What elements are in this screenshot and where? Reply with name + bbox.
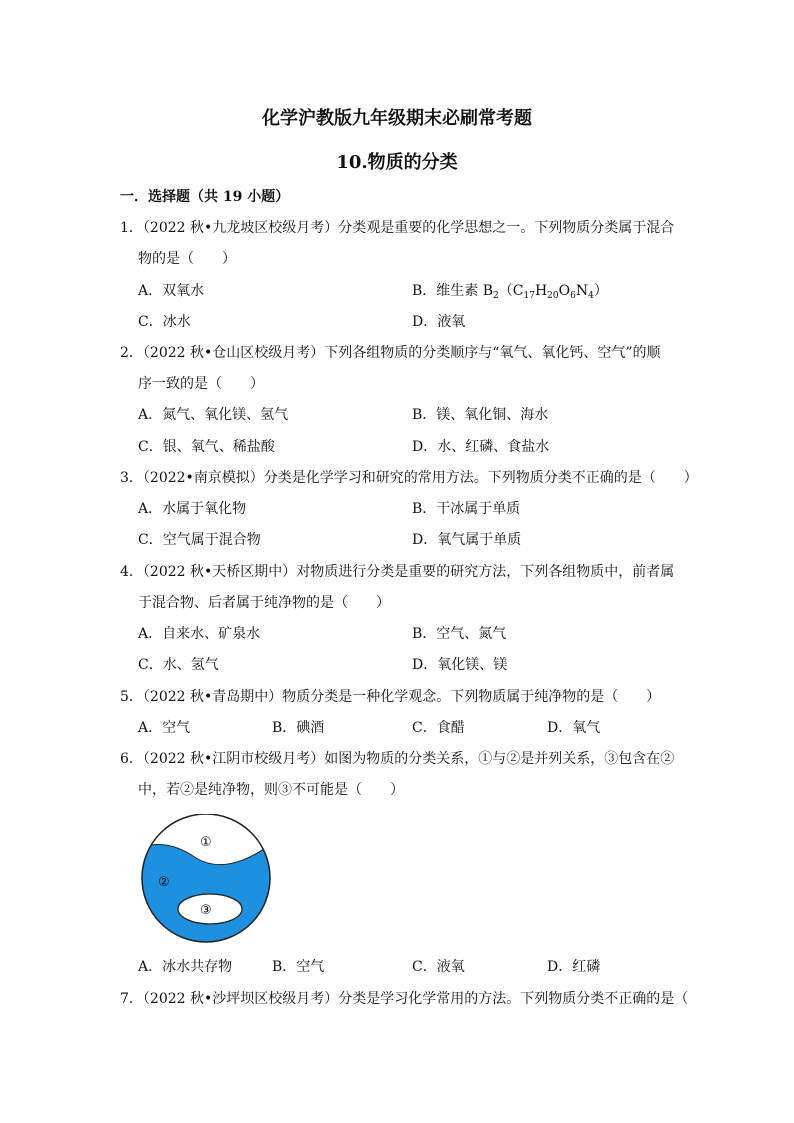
q5-option-c: C．食醋 <box>412 720 465 736</box>
question-2-line1: 2．（2022 秋•仓山区校级月考）下列各组物质的分类顺序与“氧气、氧化钙、空气”的顺 <box>120 345 661 361</box>
q1-option-a: A．双氧水 <box>138 283 205 299</box>
question-7-line1: 7．（2022 秋•沙坪坝区校级月考）分类是学习化学常用的方法。下列物质分类不正确的是（ <box>120 991 689 1007</box>
question-1-line2: 物的是（ ） <box>138 251 236 267</box>
diagram-label-2: ② <box>158 875 170 890</box>
q1-b-o: 6 <box>570 291 576 301</box>
question-1-line1: 1．（2022 秋•九龙坡区校级月考）分类观是重要的化学思想之一。下列物质分类属于混合 <box>120 220 675 236</box>
q1-b-h-label: H <box>534 283 548 299</box>
question-4-line2: 于混合物、后者属于纯净物的是（ ） <box>138 595 390 611</box>
q1-b-o-label: O <box>558 283 571 299</box>
q1-option-d: D．液氧 <box>412 314 466 330</box>
q5-option-d: D．氧气 <box>547 720 601 736</box>
q1-b-sub: 2 <box>493 291 499 301</box>
q3-option-a: A．水属于氧化物 <box>138 501 247 517</box>
q4-option-a: A．自来水、矿泉水 <box>138 626 261 642</box>
question-5-line1: 5．（2022 秋•青岛期中）物质分类是一种化学观念。下列物质属于纯净物的是（ ） <box>120 689 661 705</box>
q5-option-a: A．空气 <box>138 720 191 736</box>
q6-option-b: B．空气 <box>272 959 325 975</box>
q1-b-c: 17 <box>523 291 535 301</box>
question-4-line1: 4．（2022 秋•天桥区期中）对物质进行分类是重要的研究方法，下列各组物质中，前者属 <box>120 564 675 580</box>
q1-b-paren-close: ） <box>593 283 608 299</box>
q1-option-c: C．冰水 <box>138 314 191 330</box>
q1-b-paren-open: （C <box>498 283 524 299</box>
q1-b-n: 4 <box>588 291 594 301</box>
q4-option-d: D．氧化镁、镁 <box>412 657 508 673</box>
q1-option-b <box>412 280 608 300</box>
question-6-line1: 6．（2022 秋•江阴市校级月考）如图为物质的分类关系，①与②是并列关系，③包含在② <box>120 751 675 767</box>
q6-option-a: A．冰水共存物 <box>138 959 233 975</box>
q1-b-prefix: B．维生素 B <box>412 283 494 299</box>
q2-option-b: B．镁、氧化铜、海水 <box>412 407 549 423</box>
question-3-line1: 3．（2022•南京模拟）分类是化学学习和研究的常用方法。下列物质分类不正确的是（ ） <box>120 470 698 486</box>
q2-option-c: C．银、氧气、稀盐酸 <box>138 439 275 455</box>
q3-option-c: C．空气属于混合物 <box>138 532 261 548</box>
diagram-label-3: ③ <box>200 903 212 918</box>
page-subtitle: 10.物质的分类 <box>336 152 458 173</box>
q4-option-c: C．水、氢气 <box>138 657 219 673</box>
q6-option-c: C．液氧 <box>412 959 465 975</box>
q3-option-d: D．氧气属于单质 <box>412 532 522 548</box>
q4-option-b: B．空气、氮气 <box>412 626 507 642</box>
classification-diagram <box>138 814 278 944</box>
question-2-line2: 序一致的是（ ） <box>138 376 264 392</box>
q6-option-d: D．红磷 <box>547 959 601 975</box>
q2-option-d: D．水、红磷、食盐水 <box>412 439 550 455</box>
q2-option-a: A．氮气、氧化镁、氢气 <box>138 407 289 423</box>
diagram-label-1: ① <box>200 835 212 850</box>
q5-option-b: B．碘酒 <box>272 720 325 736</box>
q1-b-n-label: N <box>575 283 589 299</box>
q1-b-h: 20 <box>547 291 559 301</box>
page-title: 化学沪教版九年级期末必刷常考题 <box>262 108 532 129</box>
section-heading: 一．选择题（共 19 小题） <box>120 189 290 205</box>
q3-option-b: B．干冰属于单质 <box>412 501 521 517</box>
question-6-line2: 中，若②是纯净物，则③不可能是（ ） <box>138 782 404 798</box>
